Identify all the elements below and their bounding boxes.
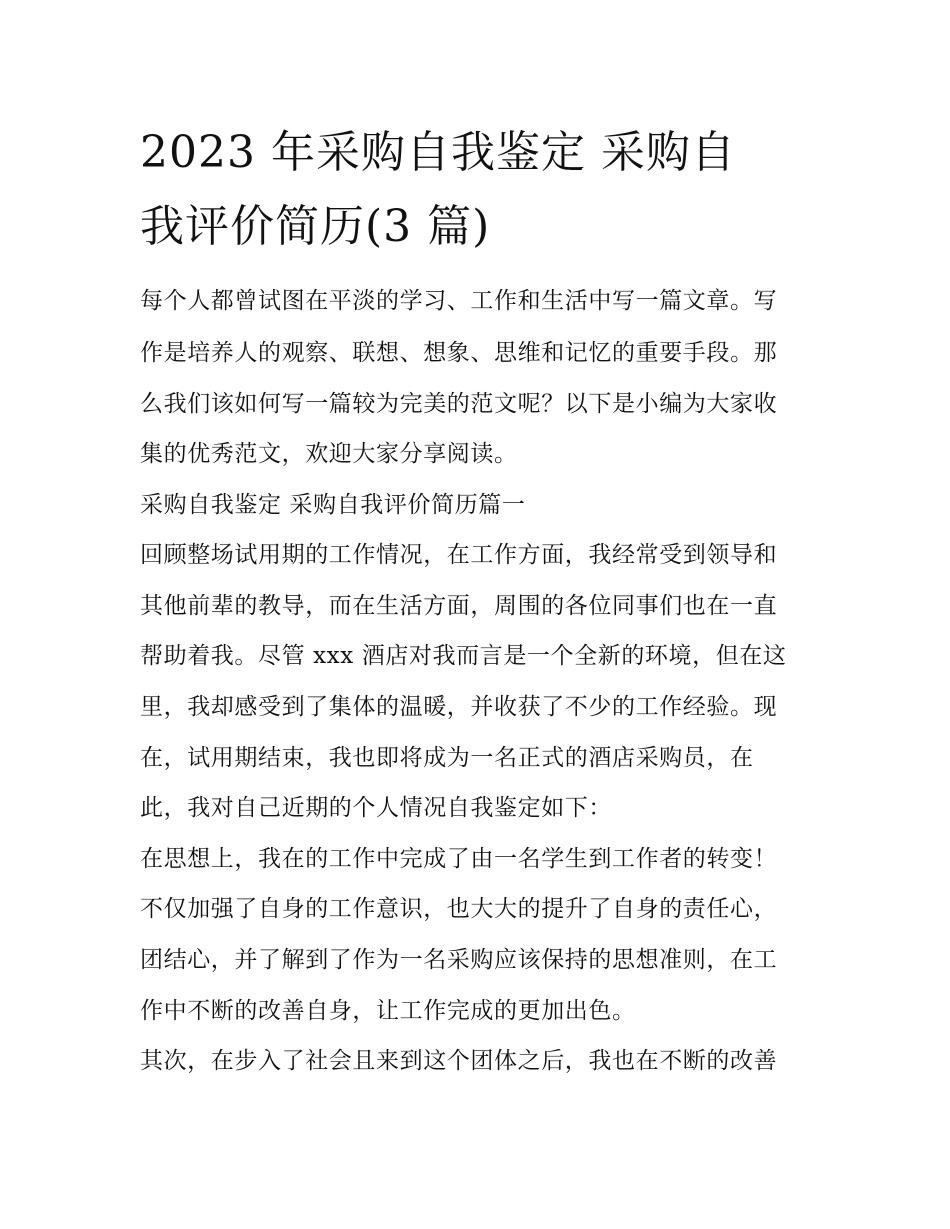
body-line: 不仅加强了自身的工作意识，也大大的提升了自身的责任心， (140, 896, 778, 922)
title-line-1: 2023 年采购自我鉴定 采购自 (140, 127, 736, 178)
body-line: 此，我对自己近期的个人情况自我鉴定如下： (140, 795, 612, 821)
body-line: 作是培养人的观察、联想、想象、思维和记忆的重要手段。那 (140, 340, 778, 366)
title-line-2: 我评价简历(3 篇) (140, 201, 491, 252)
body-line: 其他前辈的教导，而在生活方面，周围的各位同事们也在一直 (140, 593, 778, 619)
section-heading: 采购自我鉴定 采购自我评价简历篇一 (140, 492, 526, 518)
body-line: 里，我却感受到了集体的温暖，并收获了不少的工作经验。现 (140, 694, 778, 720)
body-line: 集的优秀范文，欢迎大家分享阅读。 (140, 441, 518, 467)
document-title (140, 116, 820, 264)
body-line: 帮助着我。尽管 xxx 酒店对我而言是一个全新的环境，但在这 (140, 643, 787, 669)
body-line: 团结心，并了解到了作为一名采购应该保持的思想准则，在工 (140, 947, 778, 973)
body-line: 在，试用期结束，我也即将成为一名正式的酒店采购员，在 (140, 745, 754, 771)
body-line: 么我们该如何写一篇较为完美的范文呢？以下是小编为大家收 (140, 391, 778, 417)
body-line: 每个人都曾试图在平淡的学习、工作和生活中写一篇文章。写 (140, 288, 778, 314)
body-line: 作中不断的改善自身，让工作完成的更加出色。 (140, 998, 636, 1024)
body-line: 在思想上，我在的工作中完成了由一名学生到工作者的转变！ (140, 846, 778, 872)
body-line: 回顾整场试用期的工作情况，在工作方面，我经常受到领导和 (140, 542, 778, 568)
body-line: 其次，在步入了社会且来到这个团体之后，我也在不断的改善 (140, 1048, 778, 1074)
